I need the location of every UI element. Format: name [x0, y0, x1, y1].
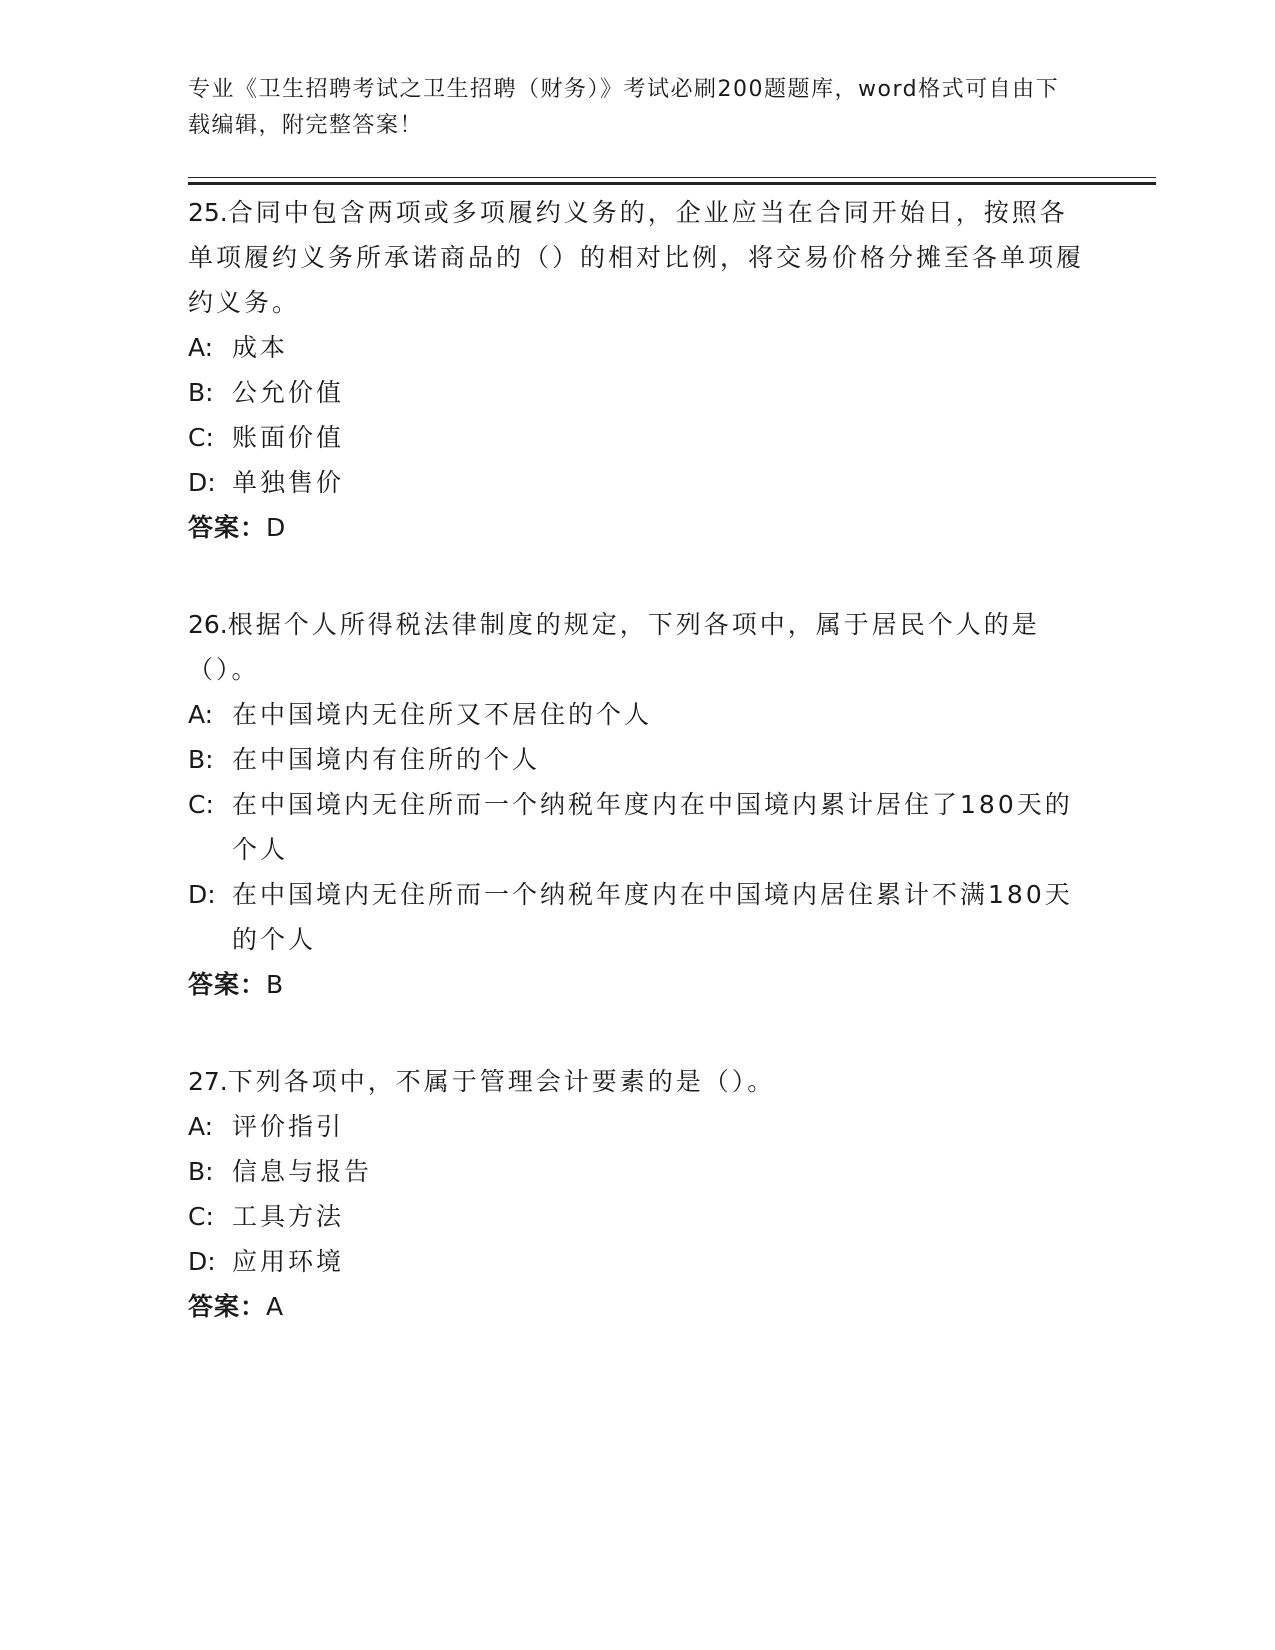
option-c — [188, 415, 1088, 460]
option-text: 在中国境内无住所而一个纳税年度内在中国境内居住累计不满180天的个人 — [232, 880, 1073, 954]
question-number: 26. — [188, 610, 228, 639]
option-d — [188, 872, 1088, 962]
question-text — [188, 190, 1088, 325]
option-letter: A: — [188, 1112, 214, 1141]
answer-line — [188, 505, 1088, 550]
option-letter: C: — [188, 423, 214, 452]
question-25 — [188, 190, 1088, 550]
option-text: 在中国境内无住所又不居住的个人 — [232, 700, 653, 729]
answer-value: B — [266, 970, 285, 999]
option-letter: D: — [188, 468, 216, 497]
header-divider-thin — [188, 177, 1156, 178]
answer-label: 答案： — [188, 513, 267, 542]
answer-line — [188, 962, 1088, 1007]
option-letter: C: — [188, 790, 214, 819]
question-number: 25. — [188, 198, 228, 227]
document-intro: 专业《卫生招聘考试之卫生招聘（财务）》考试必刷200题题库，word格式可自由下载编辑，附完整答案！ — [188, 77, 1060, 138]
header-divider-thick — [188, 182, 1156, 185]
option-d — [188, 1239, 1088, 1284]
answer-line — [188, 1284, 1088, 1329]
option-letter: A: — [188, 333, 214, 362]
option-d — [188, 460, 1088, 505]
question-stem: 下列各项中，不属于管理会计要素的是（）。 — [227, 1067, 776, 1096]
option-text: 公允价值 — [232, 378, 345, 407]
question-text — [188, 602, 1088, 692]
option-text: 在中国境内无住所而一个纳税年度内在中国境内累计居住了180天的个人 — [232, 790, 1073, 864]
question-text — [188, 1059, 1088, 1104]
question-27 — [188, 1059, 1088, 1329]
question-number: 27. — [188, 1067, 228, 1096]
question-stem: 根据个人所得税法律制度的规定，下列各项中，属于居民个人的是（）。 — [188, 610, 1040, 684]
option-text: 在中国境内有住所的个人 — [232, 745, 541, 774]
question-26 — [188, 602, 1088, 1007]
option-b — [188, 1149, 1088, 1194]
option-letter: B: — [188, 378, 214, 407]
option-text: 单独售价 — [232, 468, 345, 497]
option-a — [188, 325, 1088, 370]
option-b — [188, 737, 1088, 782]
option-text: 信息与报告 — [232, 1157, 373, 1186]
option-a — [188, 692, 1088, 737]
answer-label: 答案： — [188, 970, 267, 999]
option-letter: C: — [188, 1202, 214, 1231]
option-text: 评价指引 — [232, 1112, 345, 1141]
option-a — [188, 1104, 1088, 1149]
option-letter: A: — [188, 700, 214, 729]
answer-label: 答案： — [188, 1292, 267, 1321]
option-letter: B: — [188, 745, 214, 774]
option-text: 工具方法 — [232, 1202, 345, 1231]
question-list — [188, 190, 1088, 1381]
option-c — [188, 782, 1088, 872]
option-c — [188, 1194, 1088, 1239]
question-stem: 合同中包含两项或多项履约义务的，企业应当在合同开始日，按照各单项履约义务所承诺商品的（）的相对比例，将交易价格分摊至各单项履约义务。 — [188, 198, 1085, 317]
option-letter: D: — [188, 880, 216, 909]
answer-value: A — [266, 1292, 285, 1321]
option-text: 账面价值 — [232, 423, 345, 452]
option-text: 成本 — [232, 333, 289, 362]
option-letter: B: — [188, 1157, 214, 1186]
option-letter: D: — [188, 1247, 216, 1276]
option-text: 应用环境 — [232, 1247, 345, 1276]
option-b — [188, 370, 1088, 415]
answer-value: D — [266, 513, 287, 542]
